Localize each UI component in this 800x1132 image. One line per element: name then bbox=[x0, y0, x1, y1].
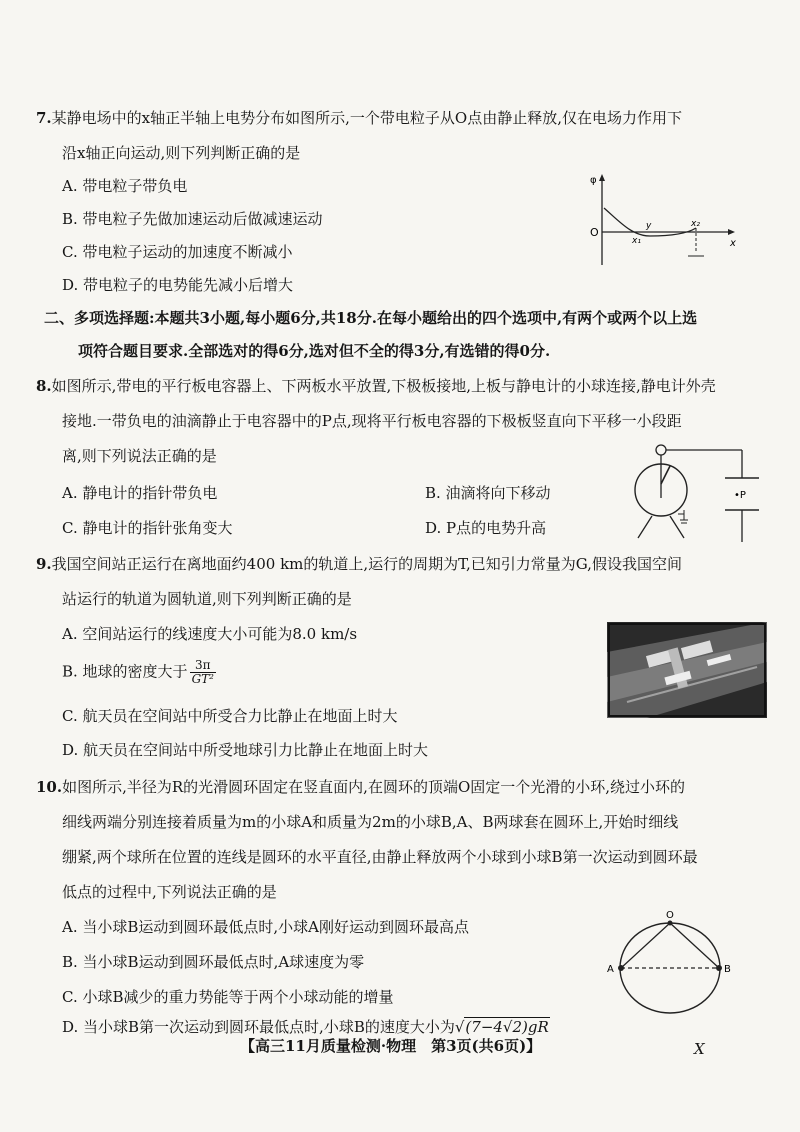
q10-stem-line3: 绷紧,两个球所在位置的连线是圆环的水平直径,由静止释放两个小球到小球B第一次运动到圆环最 bbox=[62, 848, 698, 866]
q8-stem-line1: 8.如图所示,带电的平行板电容器上、下两板水平放置,下极板接地,上板与静电计的小球连接,静电计外壳 bbox=[36, 377, 716, 395]
q7-option-c: C. 带电粒子运动的加速度不断减小 bbox=[62, 243, 293, 261]
q8-point-p-label: •P bbox=[734, 490, 746, 501]
q10-point-o-label: O bbox=[666, 910, 674, 921]
section2-heading-line2: 项符合题目要求.全部选对的得6分,选对但不全的得3分,有选错的得0分. bbox=[78, 342, 551, 360]
q8-capacitor-electrometer-figure bbox=[622, 438, 762, 548]
q10-ball-b-label: B bbox=[724, 964, 731, 975]
q9-stem-line2: 站运行的轨道为圆轨道,则下列判断正确的是 bbox=[62, 590, 352, 608]
q10-speed-sqrt: √(7−4√2)gR bbox=[454, 1018, 549, 1036]
q7-x1-label: x₁ bbox=[632, 236, 641, 246]
q7-option-b: B. 带电粒子先做加速运动后做减速运动 bbox=[62, 210, 323, 228]
q9-density-fraction: $\frac{3\pi}{\text{GT²}}$ bbox=[191, 658, 214, 686]
q9-option-d: D. 航天员在空间站中所受地球引力比静止在地面上时大 bbox=[62, 741, 429, 759]
q8-stem-line2: 接地.一带负电的油滴静止于电容器中的P点,现将平行板电容器的下极板竖直向下平移一小段距 bbox=[62, 412, 682, 430]
q8-option-d: D. P点的电势升高 bbox=[425, 519, 547, 537]
q8-option-c: C. 静电计的指针张角变大 bbox=[62, 519, 233, 537]
space-station-photo bbox=[607, 622, 767, 718]
q8-option-b: B. 油滴将向下移动 bbox=[425, 484, 551, 502]
q7-y-label: y bbox=[646, 221, 652, 231]
q7-potential-graph bbox=[580, 170, 740, 270]
q7-origin-label: O bbox=[590, 226, 599, 239]
q7-phi-label: φ bbox=[590, 175, 597, 186]
q10-option-b: B. 当小球B运动到圆环最低点时,A球速度为零 bbox=[62, 953, 365, 971]
q7-option-d: D. 带电粒子的电势能先减小后增大 bbox=[62, 276, 294, 294]
q7-option-a: A. 带电粒子带负电 bbox=[62, 177, 188, 195]
q7-number: 7. bbox=[36, 109, 52, 127]
page-footer: 【高三11月质量检测·物理 第3页(共6页)】 bbox=[240, 1037, 542, 1055]
q10-stem-line4: 低点的过程中,下列说法正确的是 bbox=[62, 883, 277, 901]
q7-stem-line2: 沿x轴正向运动,则下列判断正确的是 bbox=[62, 144, 301, 162]
q8-stem-line3: 离,则下列说法正确的是 bbox=[62, 447, 217, 465]
q10-stem-line1: 10.如图所示,半径为R的光滑圆环固定在竖直面内,在圆环的顶端O固定一个光滑的小环,绕过小环的 bbox=[36, 778, 686, 796]
q10-option-d: D. 当小球B第一次运动到圆环最低点时,小球B的速度大小为√(7−4√2)gR bbox=[62, 1018, 549, 1036]
q9-stem-line1: 9.我国空间站正运行在离地面约400 km的轨道上,运行的周期为T,已知引力常量为G,假设我国空间 bbox=[36, 555, 682, 573]
q9-option-c: C. 航天员在空间站中所受合力比静止在地面上时大 bbox=[62, 707, 398, 725]
q8-option-a: A. 静电计的指针带负电 bbox=[62, 484, 218, 502]
q10-option-c: C. 小球B减少的重力势能等于两个小球动能的增量 bbox=[62, 988, 394, 1006]
q10-option-a: A. 当小球B运动到圆环最低点时,小球A刚好运动到圆环最高点 bbox=[62, 918, 469, 936]
q7-stem-line1: 7.某静电场中的x轴正半轴上电势分布如图所示,一个带电粒子从O点由静止释放,仅在电场力作用下 bbox=[36, 109, 682, 127]
q9-option-b: B. 地球的密度大于 $\frac{3\pi}{\text{GT²}}$ bbox=[62, 658, 214, 686]
q7-x2-label: x₂ bbox=[691, 219, 700, 229]
section2-heading-line1: 二、多项选择题:本题共3小题,每小题6分,共18分.在每小题给出的四个选项中,有两个或两个以上选 bbox=[44, 309, 698, 327]
footer-mark: X bbox=[694, 1040, 705, 1058]
q7-x-axis-label: x bbox=[730, 238, 736, 249]
q8-number: 8. bbox=[36, 377, 52, 395]
q9-number: 9. bbox=[36, 555, 52, 573]
q9-option-a: A. 空间站运行的线速度大小可能为8.0 km/s bbox=[62, 625, 358, 643]
q10-ring-figure bbox=[600, 910, 740, 1020]
q10-stem-line2: 细线两端分别连接着质量为m的小球A和质量为2m的小球B,A、B两球套在圆环上,开始时细线 bbox=[62, 813, 679, 831]
q10-ball-a-label: A bbox=[607, 964, 614, 975]
q10-number: 10. bbox=[36, 778, 63, 796]
